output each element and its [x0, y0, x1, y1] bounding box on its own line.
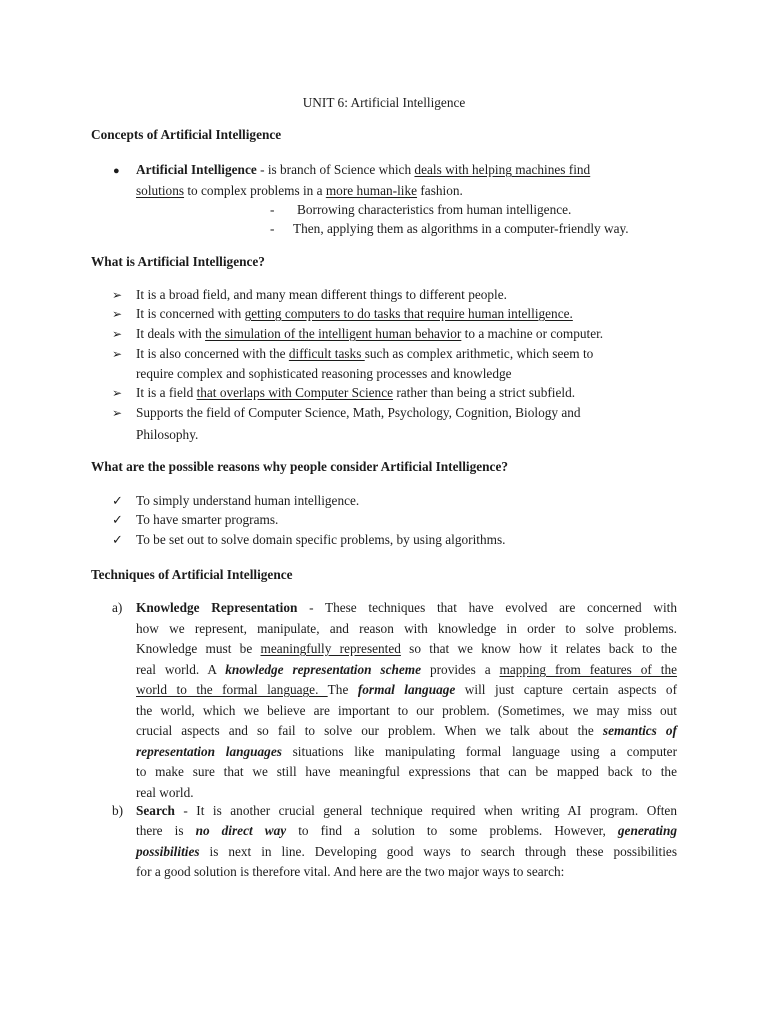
- paragraph-line: there is no direct way to find a solution to some problems. However, generating: [136, 823, 678, 838]
- dash-icon: -: [270, 202, 275, 217]
- paragraph-line: crucial aspects and so fail to solve our problem. When we talk about the semantics of: [136, 723, 677, 738]
- paragraph-line: Knowledge Representation - These techniques that have evolved are concerned with: [136, 600, 678, 615]
- arrow-bullet-icon: ➢: [112, 327, 123, 341]
- dash-icon: -: [270, 221, 275, 236]
- paragraph-line: how we represent, manipulate, and reason with knowledge in order to solve problems.: [136, 621, 677, 636]
- list-item: Supports the field of Computer Science, Math, Psychology, Cognition, Biology and: [136, 405, 581, 420]
- list-item: It is a field that overlaps with Computer Science rather than being a strict subfield.: [136, 385, 576, 400]
- bullet-icon: ●: [113, 165, 120, 177]
- arrow-bullet-icon: ➢: [112, 347, 123, 361]
- paragraph-line: Knowledge must be meaningfully represented so that we know how it relates back to the: [136, 641, 677, 656]
- section-heading-what-is-ai: What is Artificial Intelligence?: [91, 254, 265, 269]
- definition-line-1: Artificial Intelligence - is branch of Science which deals with helping machines find: [136, 162, 591, 177]
- definition-line-2: solutions to complex problems in a more human-like fashion.: [136, 183, 463, 198]
- arrow-bullet-icon: ➢: [112, 288, 123, 302]
- check-icon: ✓: [112, 532, 123, 547]
- paragraph-line: world to the formal language. The formal language will just capture certain aspects of: [136, 682, 677, 697]
- check-icon: ✓: [112, 493, 123, 508]
- page-title: UNIT 6: Artificial Intelligence: [302, 95, 466, 110]
- list-item: It deals with the simulation of the intelligent human behavior to a machine or computer.: [136, 326, 604, 341]
- paragraph-line: representation languages situations like manipulating formal language using a computer: [136, 744, 678, 759]
- section-heading-techniques: Techniques of Artificial Intelligence: [91, 567, 293, 582]
- list-item: It is concerned with getting computers to do tasks that require human intelligence.: [136, 306, 573, 321]
- paragraph-line: possibilities is next in line. Developing good ways to search through these possibilities: [136, 844, 677, 859]
- paragraph-line: real world. A knowledge representation scheme provides a mapping from features of the: [136, 662, 678, 677]
- arrow-bullet-icon: ➢: [112, 386, 123, 400]
- check-icon: ✓: [112, 512, 123, 527]
- list-item-continuation: require complex and sophisticated reasoning processes and knowledge: [136, 366, 512, 381]
- paragraph-line: real world.: [136, 785, 194, 800]
- paragraph-line: Search - It is another crucial general technique required when writing AI program. Often: [136, 803, 677, 818]
- list-item: To simply understand human intelligence.: [136, 493, 360, 508]
- list-item: It is a broad field, and many mean different things to different people.: [136, 287, 507, 302]
- list-marker-b: b): [112, 803, 124, 818]
- list-item: It is also concerned with the difficult tasks such as complex arithmetic, which seem to: [136, 346, 594, 361]
- definition-subpoint: Borrowing characteristics from human intelligence.: [297, 202, 572, 217]
- paragraph-line: to make sure that we still have meaningful expressions that can be mapped back to the: [136, 764, 677, 779]
- paragraph-line: for a good solution is therefore vital. And here are the two major ways to search:: [136, 864, 565, 879]
- list-item: To be set out to solve domain specific problems, by using algorithms.: [136, 532, 506, 547]
- list-item-continuation: Philosophy.: [136, 427, 199, 442]
- list-marker-a: a): [112, 600, 123, 615]
- definition-subpoint: Then, applying them as algorithms in a computer-friendly way.: [293, 221, 629, 236]
- paragraph-line: the world, which we believe are important to our problem. (Sometimes, we may miss out: [136, 703, 677, 718]
- section-heading-reasons: What are the possible reasons why people consider Artificial Intelligence?: [91, 459, 508, 474]
- arrow-bullet-icon: ➢: [112, 307, 123, 321]
- section-heading-concepts: Concepts of Artificial Intelligence: [91, 127, 282, 142]
- definition-term: Artificial Intelligence: [136, 162, 257, 177]
- arrow-bullet-icon: ➢: [112, 406, 123, 420]
- list-item: To have smarter programs.: [136, 512, 279, 527]
